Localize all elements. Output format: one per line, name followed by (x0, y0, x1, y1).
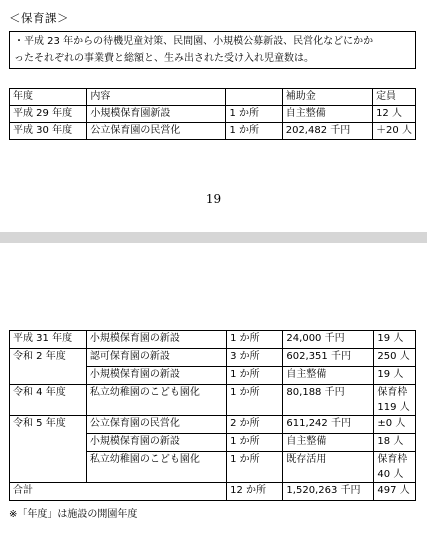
cell-count: 1 か所 (227, 331, 283, 349)
cell-capacity: 12 人 (373, 106, 416, 123)
table-row (10, 123, 416, 140)
capacity-label: 保育枠 (377, 454, 408, 465)
cell-capacity: ±0 人 (374, 416, 416, 434)
cell-content: 私立幼稚園のこども園化 (86, 452, 226, 483)
cell-subsidy: 602,351 千円 (283, 349, 374, 367)
facility-table-page-2 (9, 330, 416, 501)
question-line-1: ・平成 23 年からの待機児童対策、民間園、小規模公募新設、民営化などにかか (14, 36, 374, 47)
cell-year: 令和 2 年度 (10, 349, 87, 385)
cell-subsidy: 611,242 千円 (283, 416, 374, 434)
cell-subsidy: 自主整備 (283, 367, 374, 385)
cell-count: 1 か所 (227, 367, 283, 385)
cell-year: 令和 4 年度 (10, 385, 87, 416)
cell-subsidy: 202,482 千円 (282, 123, 372, 140)
question-box (9, 31, 416, 69)
cell-content: 公立保育園の民営化 (86, 416, 226, 434)
cell-count: 1 か所 (227, 385, 283, 416)
cell-capacity: 19 人 (374, 331, 416, 349)
cell-content: 小規模保育園新設 (87, 106, 226, 123)
cell-content: 小規模保育園の新設 (86, 331, 226, 349)
cell-subsidy: 自主整備 (283, 434, 374, 452)
capacity-value: 119 人 (377, 402, 410, 413)
cell-capacity: ＋20 人 (373, 123, 416, 140)
capacity-label: 保育枠 (377, 387, 408, 398)
capacity-value: 40 人 (377, 469, 404, 480)
table-row (10, 385, 416, 416)
header-year: 年度 (10, 89, 87, 106)
table-row (10, 331, 416, 349)
table-row (10, 349, 416, 367)
section-heading: ＜保育課＞ (9, 11, 69, 25)
table-row (10, 416, 416, 434)
total-subsidy: 1,520,263 千円 (283, 483, 374, 501)
cell-count: 1 か所 (227, 434, 283, 452)
facility-table-page-1 (9, 88, 416, 140)
cell-count: 1 か所 (227, 452, 283, 483)
page-separator (0, 232, 427, 243)
total-label: 合計 (10, 483, 227, 501)
table-total-row (10, 483, 416, 501)
cell-year: 令和 5 年度 (10, 416, 87, 483)
header-subsidy: 補助金 (282, 89, 372, 106)
cell-year: 平成 31 年度 (10, 331, 87, 349)
header-content: 内容 (87, 89, 226, 106)
cell-content: 私立幼稚園のこども園化 (86, 385, 226, 416)
cell-subsidy: 自主整備 (282, 106, 372, 123)
cell-capacity (374, 385, 416, 416)
page-number: 19 (205, 192, 222, 206)
header-count (226, 89, 282, 106)
footnote: ※「年度」は施設の開園年度 (9, 509, 138, 520)
cell-subsidy: 24,000 千円 (283, 331, 374, 349)
cell-content: 小規模保育園の新設 (86, 367, 226, 385)
cell-capacity: 250 人 (374, 349, 416, 367)
cell-subsidy: 80,188 千円 (283, 385, 374, 416)
cell-capacity: 19 人 (374, 367, 416, 385)
cell-content: 認可保育園の新設 (86, 349, 226, 367)
question-line-2: ったそれぞれの事業費と総額と、生み出された受け入れ児童数は。 (14, 53, 314, 64)
cell-year: 平成 30 年度 (10, 123, 87, 140)
cell-count: 2 か所 (227, 416, 283, 434)
cell-count: 1 か所 (226, 106, 282, 123)
cell-count: 1 か所 (226, 123, 282, 140)
cell-content: 小規模保育園の新設 (86, 434, 226, 452)
cell-year: 平成 29 年度 (10, 106, 87, 123)
cell-content: 公立保育園の民営化 (87, 123, 226, 140)
cell-capacity: 18 人 (374, 434, 416, 452)
table-row (10, 106, 416, 123)
cell-capacity (374, 452, 416, 483)
cell-count: 3 か所 (227, 349, 283, 367)
total-capacity: 497 人 (374, 483, 416, 501)
cell-subsidy: 既存活用 (283, 452, 374, 483)
header-capacity: 定員 (373, 89, 416, 106)
total-count: 12 か所 (227, 483, 283, 501)
document-page-1 (0, 0, 427, 232)
document-page-2 (0, 243, 427, 544)
table-header-row (10, 89, 416, 106)
